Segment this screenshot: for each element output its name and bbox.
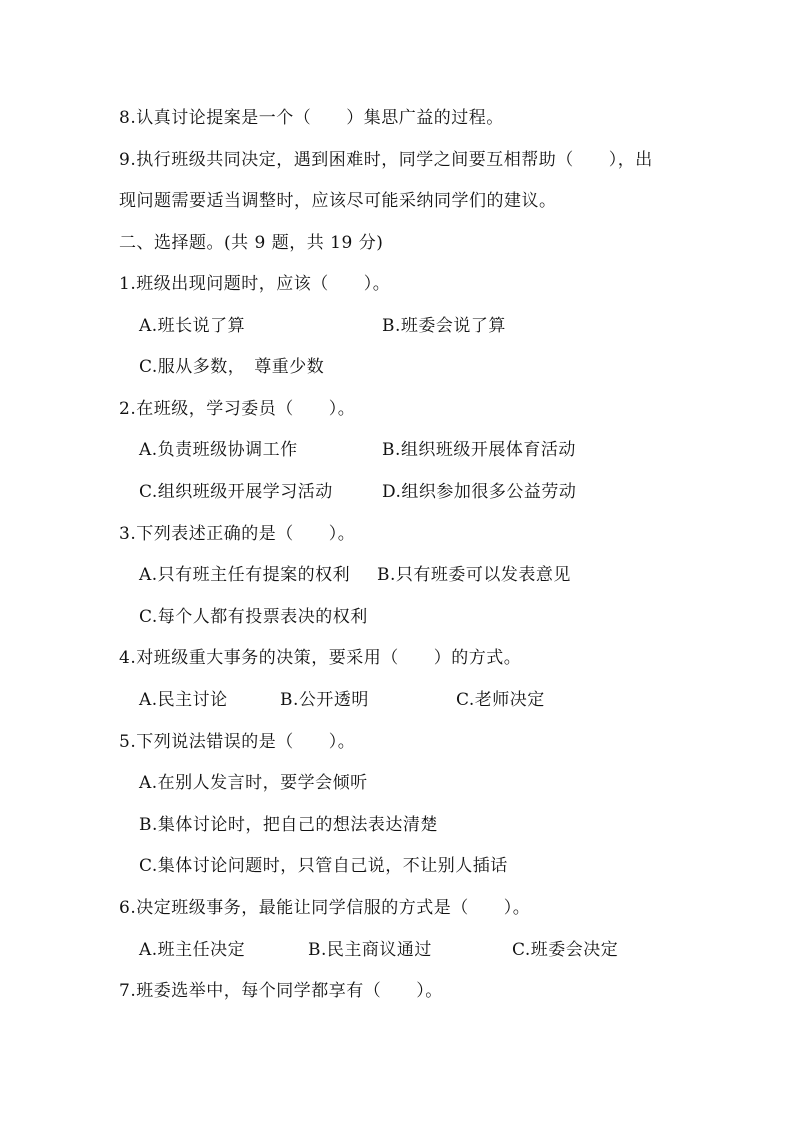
choice-question-7: 7.班委选举中，每个同学都享有（ ）。 [119,981,443,1001]
q1-option-a: A.班长说了算 [139,316,246,336]
choice-question-3: 3.下列表述正确的是（ ）。 [119,524,356,544]
q6-option-c: C.班委会决定 [512,940,619,960]
q5-option-a: A.在别人发言时，要学会倾听 [139,773,368,793]
choice-question-4: 4.对班级重大事务的决策，要采用（ ）的方式。 [119,648,522,668]
q2-option-b: B.组织班级开展体育活动 [382,440,576,460]
choice-question-2: 2.在班级，学习委员（ ）。 [119,399,356,419]
choice-question-6: 6.决定班级事务，最能让同学信服的方式是（ ）。 [119,898,531,918]
q3-option-b: B.只有班委可以发表意见 [377,565,571,585]
choice-question-5: 5.下列说法错误的是（ ）。 [119,732,356,752]
q6-option-a: A.班主任决定 [139,940,246,960]
q5-option-c: C.集体讨论问题时，只管自己说，不让别人插话 [139,856,508,876]
question-9: 9.执行班级共同决定，遇到困难时，同学之间要互相帮助（ ），出 [119,150,653,170]
q4-option-a: A.民主讨论 [139,690,228,710]
q4-option-b: B.公开透明 [280,690,369,710]
question-8: 8.认真讨论提案是一个（ ）集思广益的过程。 [119,108,504,128]
q2-option-d: D.组织参加很多公益劳动 [382,482,577,502]
q6-option-b: B.民主商议通过 [308,940,432,960]
q3-option-c: C.每个人都有投票表决的权利 [139,607,368,627]
q4-option-c: C.老师决定 [456,690,545,710]
choice-question-1: 1.班级出现问题时，应该（ ）。 [119,274,391,294]
q1-option-c: C.服从多数， 尊重少数 [139,357,325,377]
q5-option-b: B.集体讨论时，把自己的想法表达清楚 [139,815,438,835]
section-heading-choice: 二、选择题。(共 9 题，共 19 分) [119,233,384,253]
q2-option-c: C.组织班级开展学习活动 [139,482,333,502]
q3-option-a: A.只有班主任有提案的权利 [139,565,351,585]
q1-option-b: B.班委会说了算 [382,316,506,336]
q2-option-a: A.负责班级协调工作 [139,440,298,460]
question-9-continued: 现问题需要适当调整时，应该尽可能采纳同学们的建议。 [119,191,557,211]
